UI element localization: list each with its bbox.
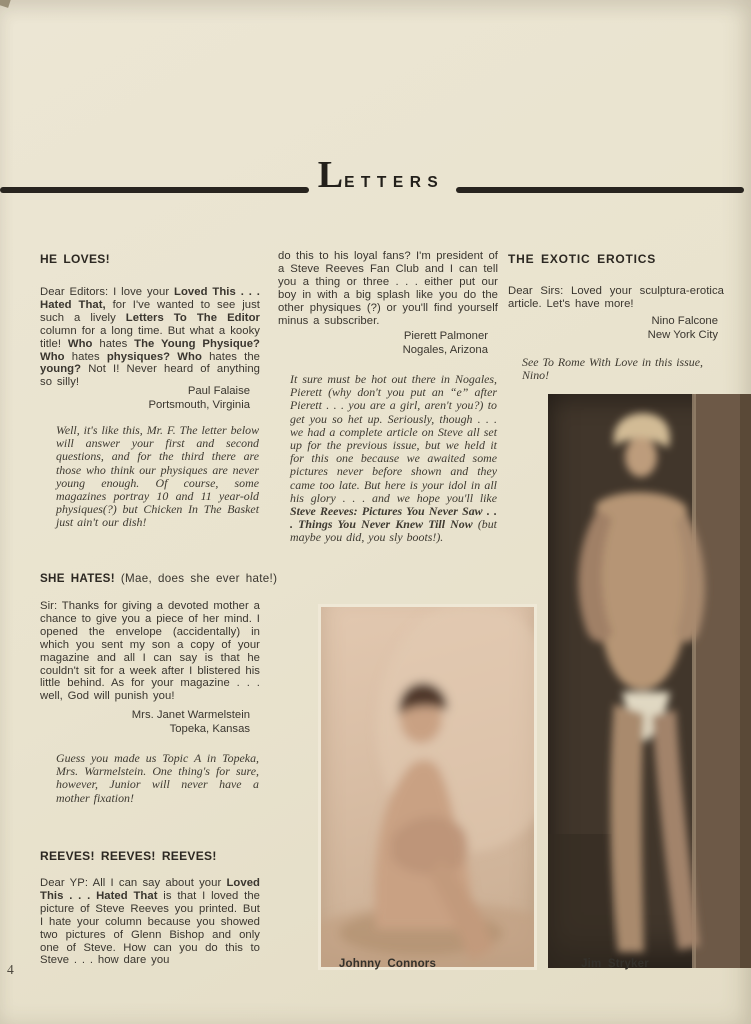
page-title xyxy=(306,156,456,194)
heading-bold-part: SHE HATES! xyxy=(40,572,115,585)
photo-johnny-illustration xyxy=(321,607,534,967)
seated-figure-silhouette xyxy=(321,607,534,967)
letter-body-she-hates: Sir: Thanks for giving a devoted mother a chance to give you a piece of her mind. I opened the envelope (accidentally) in which you sent my son a copy of your magazine and all I can say is that he couldn't sit for a week after I blistered his little behind. As for your magazine . . . well, God will punish you! xyxy=(40,600,260,703)
letter-signature-he-loves xyxy=(40,385,260,412)
editor-reply-reeves: It sure must be hot out there in Nogales, Pierett (why don't you put an “e” after Pierett . . . you are a girl, aren't you?) to get you so het up. Seriously, though . . . we had a complete article on Steve all set up for the previous issue, but we held it for this one because we awaited some pictures never before shown and they came too late. But here is your idol in all his glory . . . and we hope you'll like Steve Reeves: Pictures You Never Saw . . . Things You Never Knew Till Now (but maybe you did, you sly boots!). xyxy=(290,372,497,545)
title-initial: L xyxy=(317,154,344,196)
letter-body-reeves-continued: do this to his loyal fans? I'm president of a Steve Reeves Fan Club and I can tell you a thing or three . . . either put our boy in with a big splash like you do the other physiques (?) or you'll find yourself minus a subscriber. xyxy=(278,250,498,327)
signature-place: Portsmouth, Virginia xyxy=(148,398,250,411)
letter-signature-exotic-erotics xyxy=(508,315,724,342)
signature-name: Mrs. Janet Warmelstein xyxy=(131,709,250,721)
signature-name: Paul Falaise xyxy=(187,385,250,397)
photo-jim-stryker xyxy=(548,394,751,968)
editor-reply-she-hates: Guess you made us Topic A in Topeka, Mrs. Warmelstein. One thing's for sure, however, Junior will never have a mother fixation! xyxy=(56,751,259,805)
letter-body-reeves: Dear YP: All I can say about your Loved This . . . Hated That is that I loved the picture of Steve Reeves you printed. But I hate your column because you showed two pictures of Glenn Bishop and only one of Steve. How can you do this to Steve . . . how dare you xyxy=(40,877,260,967)
title-rest: ETTERS xyxy=(344,174,445,191)
signature-place: Topeka, Kansas xyxy=(169,722,250,735)
masthead-rule-left xyxy=(0,187,309,193)
signature-name: Pierett Palmoner xyxy=(403,330,488,342)
photo-caption-johnny-connors: Johnny Connors xyxy=(338,958,437,970)
letter-heading-reeves: REEVES! REEVES! REEVES! xyxy=(40,849,217,863)
letter-signature-reeves xyxy=(278,330,498,357)
signature-place: New York City xyxy=(647,328,718,341)
editor-reply-he-loves: Well, it's like this, Mr. F. The letter below will answer your first and second questions, and for the third there are those who think our physiques are never young enough. Of course, some magazines portray 10 and 11 year-old physiques(?) but Chicken In The Basket just ain't our dish! xyxy=(56,423,259,530)
signature-name: Nino Falcone xyxy=(651,315,718,327)
letter-signature-she-hates xyxy=(40,709,260,736)
letter-heading-he-loves: HE LOVES! xyxy=(40,252,110,266)
editor-reply-exotic-erotics: See To Rome With Love in this issue, Nino! xyxy=(522,355,703,383)
scan-corner-artifact xyxy=(0,0,11,8)
letter-heading-she-hates xyxy=(40,572,280,585)
photo-caption-jim-stryker: Jim Stryker xyxy=(581,958,649,970)
letter-heading-exotic-erotics: THE EXOTIC EROTICS xyxy=(508,252,657,266)
heading-parenthetical: (Mae, does she ever hate!) xyxy=(114,572,278,585)
page-number: 4 xyxy=(7,962,14,977)
photo-jim-illustration xyxy=(548,394,751,968)
masthead-rule-right xyxy=(456,187,744,193)
photo-johnny-connors xyxy=(318,604,537,970)
letter-body-he-loves: Dear Editors: I love your Loved This . . . Hated That, for I've wanted to see just such a lively Letters To The Editor column for a long time. But what a kooky title! Who hates The Young Physique? Who hates physiques? Who hates the young? Not I! Never heard of anything so silly! xyxy=(40,286,260,389)
letter-body-exotic-erotics: Dear Sirs: Loved your sculptura-erotica article. Let's have more! xyxy=(508,285,724,310)
signature-place: Nogales, Arizona xyxy=(402,343,488,356)
